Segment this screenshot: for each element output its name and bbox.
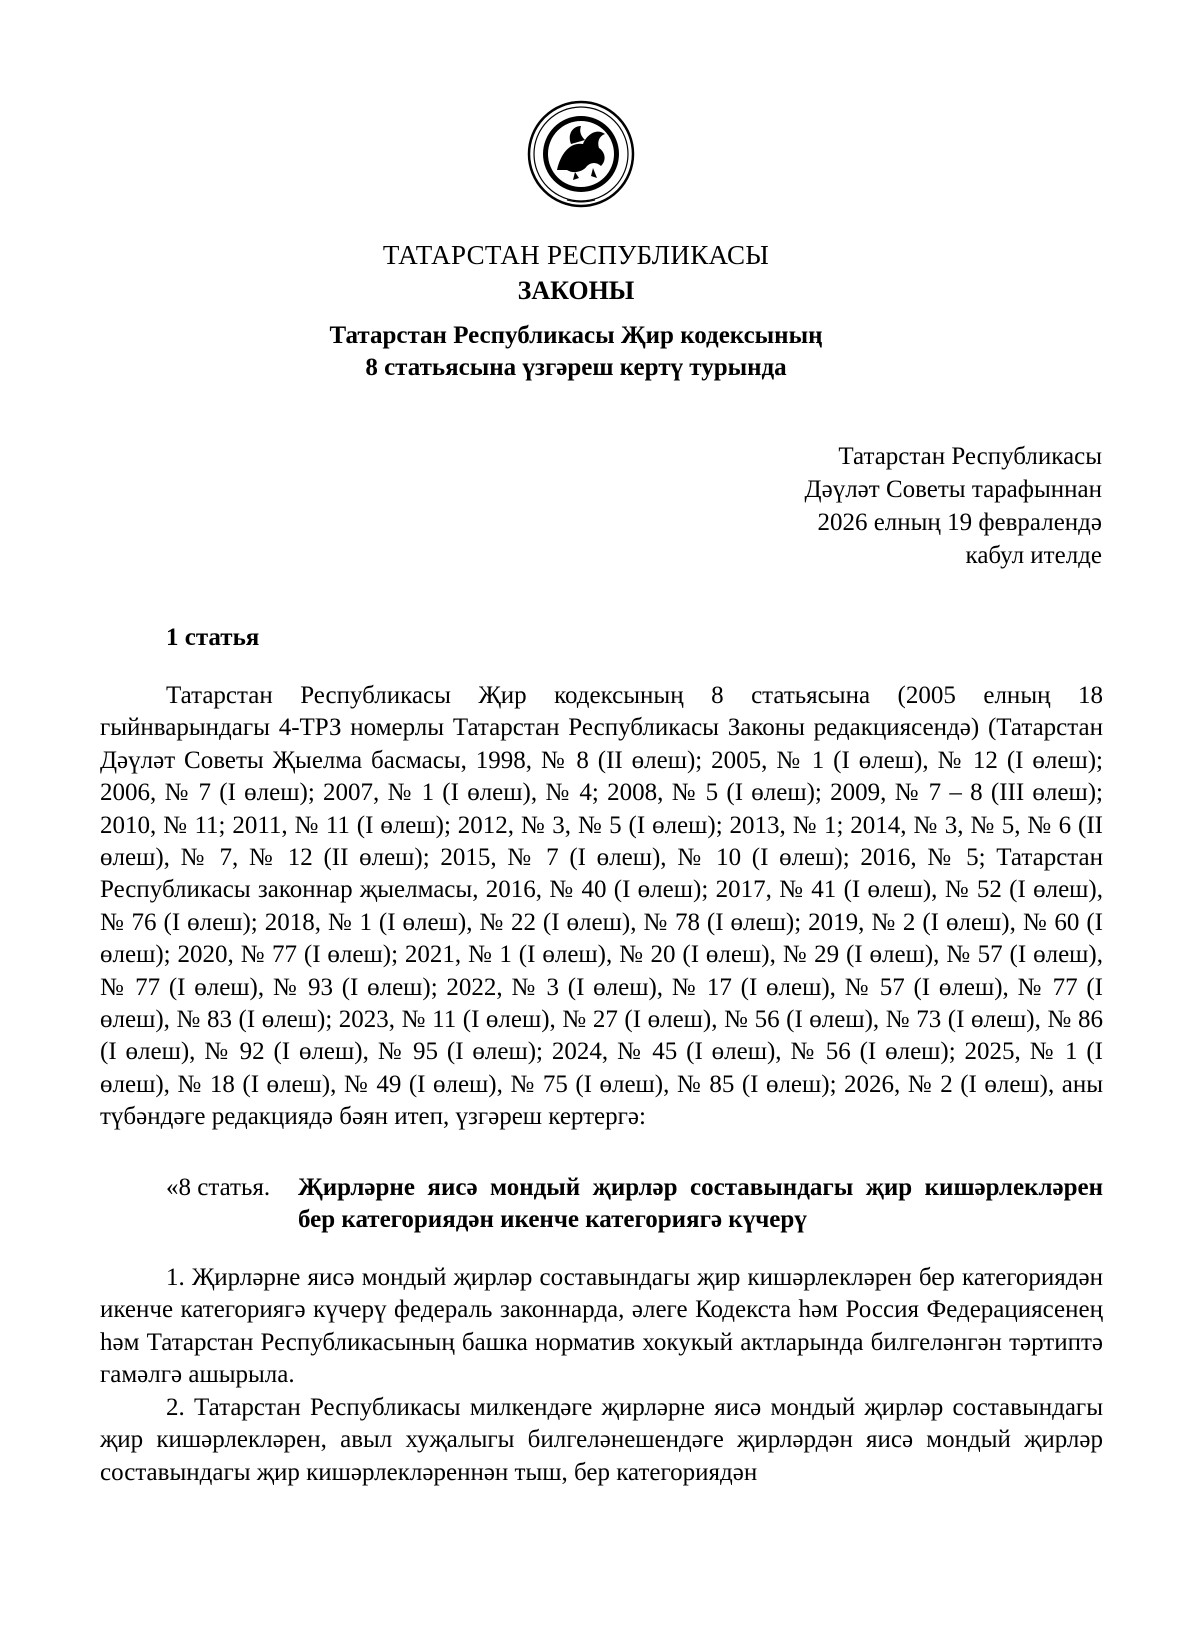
adoption-line-2: Дәүләт Советы тарафыннан xyxy=(804,476,1102,503)
adoption-block xyxy=(805,440,1102,572)
tatarstan-coat-of-arms-icon xyxy=(527,100,635,208)
republic-title: ТАТАРСТАН РЕСПУБЛИКАСЫ xyxy=(382,240,770,270)
adoption-line-1: Татарстан Республикасы xyxy=(838,443,1102,470)
law-title: ЗАКОНЫ xyxy=(517,276,635,305)
article-1-text: Татарстан Республикасы Җир кодексының 8 статьясына (2005 елның 18 гыйнварындагы 4-ТРЗ номерлы Татарстан Республикасы Законы редакциясендә) (Татарстан Дәүләт Советы Җыелма басмасы, 1998, № 8 (II өлеш); 2005, № 1 (I өлеш), № 12 (I өлеш); 2006, № 7 (I өлеш); 2007, № 1 (I өлеш), № 4; 2008, № 5 (I өлеш); 2009, № 7 – 8 (III өлеш); 2010, № 11; 2011, № 11 (I өлеш); 2012, № 3, № 5 (I өлеш); 2013, № 1; 2014, № 3, № 5, № 6 (II өлеш), № 7, № 12 (II өлеш); 2015, № 7 (I өлеш), № 10 (I өлеш); 2016, № 5; Татарстан Республикасы законнар җыелмасы, 2016, № 40 (I өлеш); 2017, № 41 (I өлеш), № 52 (I өлеш), № 76 (I өлеш); 2018, № 1 (I өлеш), № 22 (I өлеш), № 78 (I өлеш); 2019, № 2 (I өлеш), № 60 (I өлеш); 2020, № 77 (I өлеш); 2021, № 1 (I өлеш), № 20 (I өлеш), № 29 (I өлеш), № 57 (I өлеш), № 77 (I өлеш), № 93 (I өлеш); 2022, № 3 (I өлеш), № 17 (I өлеш), № 57 (I өлеш), № 77 (I өлеш), № 83 (I өлеш); 2023, № 11 (I өлеш), № 27 (I өлеш), № 56 (I өлеш), № 73 (I өлеш), № 86 (I өлеш), № 92 (I өлеш), № 95 (I өлеш); 2024, № 45 (I өлеш), № 56 (I өлеш); 2025, № 1 (I өлеш), № 18 (I өлеш), № 49 (I өлеш), № 75 (I өлеш), № 85 (I өлеш); 2026, № 2 (I өлеш), аны түбәндәге редакциядә бәян итеп, үзгәреш кертергә: xyxy=(100,682,1103,1131)
article-8-heading xyxy=(166,1172,1103,1236)
law-subject-line-2: 8 статьясына үзгәреш кертү турында xyxy=(365,354,787,381)
adoption-line-3: 2026 елның 19 февралендә xyxy=(817,509,1102,536)
article-8-label: «8 статья. xyxy=(166,1174,271,1201)
law-subject-line-1: Татарстан Республикасы Җир кодексының xyxy=(329,322,823,349)
article-8-item-2: 2. Татарстан Республикасы милкендәге җирләрне яисә мондый җирләр составындагы җир кишәрлекләрен, авыл хуҗалыгы билгеләнешендәге җирләрдән яисә мондый җирләр составындагы җир кишәрлекләреннән тыш, бер категориядән xyxy=(100,1394,1103,1486)
adoption-line-4: кабул ителде xyxy=(965,542,1102,569)
article-8-item-1: 1. Җирләрне яисә мондый җирләр составындагы җир кишәрлекләрен бер категориядән икенче категориягә күчерү федераль законнарда, әлеге Кодекста һәм Россия Федерациясенең һәм Татарстан Республикасының башка норматив хокукый актларында билгеләнгән тәртиптә гамәлгә ашырыла. xyxy=(100,1264,1103,1389)
article-8-title: Җирләрне яисә мондый җирләр составындагы җир кишәрлекләрен бер категориядән икенче категориягә күчерү xyxy=(298,1174,1103,1233)
article-1-heading: 1 статья xyxy=(166,624,260,651)
